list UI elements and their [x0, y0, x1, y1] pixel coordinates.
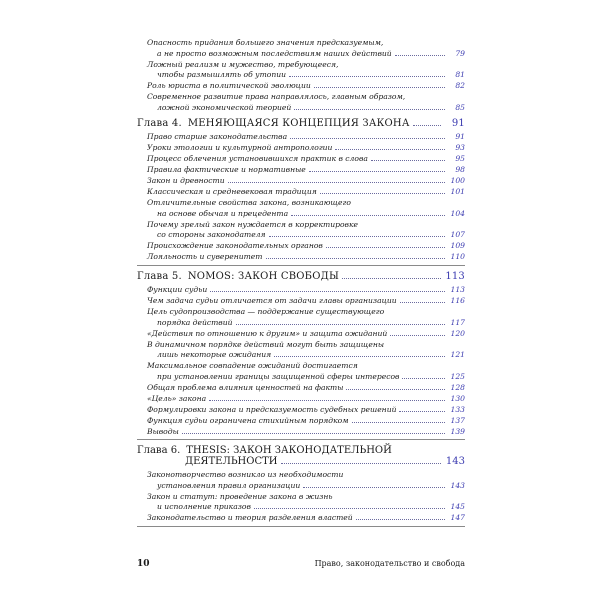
chapter-page-number: 91: [451, 118, 465, 130]
toc-entry-line: [147, 230, 465, 241]
toc-entry-text: Отличительные свойства закона, возникающего: [147, 198, 351, 208]
toc-entry-text: Формулировки закона и предсказуемость судебных решений: [147, 404, 397, 414]
toc-entry-text: на основе обычая и прецедента: [157, 208, 289, 218]
leader-dots: [269, 236, 445, 237]
toc-entry-text: Процесс облечения установившихся практик в слова: [147, 154, 368, 164]
chapter-label: Глава 5.: [137, 270, 182, 282]
running-title: Право, законодательство и свобода: [314, 559, 465, 568]
chapter-label: Глава 4.: [137, 118, 182, 130]
toc-entry-text: Общая проблема влияния ценностей на факты: [147, 382, 344, 392]
toc-entry[interactable]: [137, 38, 465, 59]
toc-entry-line: [147, 187, 465, 198]
toc-entry-text: Происхождение законодательных органов: [147, 241, 323, 251]
toc-entry-line: [147, 176, 465, 187]
toc-entry-line: [147, 481, 465, 492]
leader-dots: [303, 487, 445, 488]
toc-entry-text: Лояльность и суверенитет: [147, 252, 263, 262]
toc-entry-page-number: 139: [450, 426, 465, 436]
divider: [137, 439, 465, 440]
chapter-page-number: 143: [445, 456, 465, 468]
toc-entry-line: [147, 143, 465, 154]
leader-dots: [320, 193, 445, 194]
toc-entry[interactable]: [137, 307, 465, 328]
toc-entry-page-number: 79: [455, 48, 465, 58]
leader-dots: [402, 378, 445, 379]
toc-entry-page-number: 120: [450, 328, 465, 338]
toc-entry-line: [147, 318, 465, 329]
toc-entry-text: Цель судопроизводства — поддержание существующего: [147, 306, 385, 316]
toc-entry[interactable]: [137, 176, 465, 187]
divider: [137, 526, 465, 527]
toc-entry-line: [147, 502, 465, 513]
toc-entry[interactable]: [137, 132, 465, 143]
toc-entry-line: [147, 165, 465, 176]
toc-entry-text: Право старше законодательства: [147, 132, 288, 142]
leader-dots: [290, 138, 445, 139]
leader-dots: [289, 76, 445, 77]
toc-entry-page-number: 133: [450, 404, 465, 414]
toc-entry[interactable]: [137, 143, 465, 154]
toc-entry-page-number: 117: [450, 317, 465, 327]
toc-entry-line: [147, 513, 465, 524]
toc-entry-text: Закон и статут: проведение закона в жизнь: [147, 491, 333, 501]
page-footer: [137, 559, 465, 569]
toc-entry-page-number: 130: [450, 393, 465, 403]
toc-entry-page-number: 113: [450, 284, 465, 294]
toc-entry[interactable]: [137, 383, 465, 394]
chapter-6-entries: [137, 470, 465, 524]
leader-dots: [390, 335, 445, 336]
chapter-4-entries: [137, 132, 465, 263]
leader-dots: [236, 324, 446, 325]
toc-entry[interactable]: [137, 296, 465, 307]
toc-entry-line: [147, 427, 465, 438]
toc-entry[interactable]: [137, 154, 465, 165]
leader-dots: [291, 215, 445, 216]
toc-entry[interactable]: [137, 60, 465, 81]
toc-entry[interactable]: [137, 394, 465, 405]
toc-entry-text: а не просто возможным последствиям наших действий: [157, 48, 392, 58]
toc-entry[interactable]: [137, 92, 465, 113]
toc-entry-text: В динамичном порядке действий могут быть защищены: [147, 339, 385, 349]
toc-entry-page-number: 100: [450, 176, 465, 186]
page-number: 10: [137, 559, 150, 569]
chapter-5-heading[interactable]: [137, 271, 465, 282]
toc-entry-line: [147, 81, 465, 92]
toc-entry-page-number: 109: [450, 241, 465, 251]
chapter-title-line1: THESIS: ЗАКОН ЗАКОНОДАТЕЛЬНОЙ: [186, 445, 392, 457]
toc-entry-text: «Действия по отношению к другим» и защита ожиданий: [147, 328, 388, 338]
leader-dots: [266, 258, 445, 259]
toc-entry-page-number: 104: [450, 208, 465, 218]
leader-dots: [281, 463, 441, 464]
toc-entry[interactable]: [137, 198, 465, 219]
toc-entry-page-number: 107: [450, 230, 465, 240]
toc-entry-line: [147, 209, 465, 220]
toc-entry[interactable]: [137, 220, 465, 241]
toc-entry-text: Выводы: [147, 426, 179, 436]
toc-entry-text: лишь некоторые ожидания: [157, 350, 272, 360]
toc-entry-text: Функции судьи: [147, 284, 208, 294]
toc-entry-line: [147, 241, 465, 252]
toc-entry-page-number: 137: [450, 415, 465, 425]
leader-dots: [182, 433, 445, 434]
chapter-title: МЕНЯЮЩАЯСЯ КОНЦЕПЦИЯ ЗАКОНА: [187, 118, 410, 130]
leader-dots: [326, 247, 445, 248]
toc-entry[interactable]: [137, 340, 465, 361]
leader-dots: [413, 125, 441, 126]
toc-entry-page-number: 110: [450, 252, 465, 262]
toc-entry-page-number: 91: [455, 132, 465, 142]
toc-entry-text: Уроки этологии и культурной антропологии: [147, 143, 333, 153]
toc-entry-line: [147, 296, 465, 307]
toc-entry-page-number: 95: [455, 154, 465, 164]
toc-entry-text: Почему зрелый закон нуждается в корректировке: [147, 219, 358, 229]
leader-dots: [209, 400, 445, 401]
toc-entry[interactable]: [137, 285, 465, 296]
toc-entry-text: Функция судьи ограничена стихийным порядком: [147, 415, 349, 425]
toc-entry[interactable]: [137, 361, 465, 382]
toc-entry[interactable]: [137, 241, 465, 252]
toc-entry-line: [147, 252, 465, 263]
toc-entry-text: Современное развитие права направлялось, главным образом,: [147, 92, 406, 102]
toc-entry-page-number: 147: [450, 513, 465, 523]
toc-entry-line: [147, 405, 465, 416]
toc-entry-text: Ложный реализм и мужество, требующееся,: [147, 59, 339, 69]
toc-entry-text: со стороны законодателя: [157, 230, 266, 240]
chapter-4-heading[interactable]: [137, 118, 465, 129]
leader-dots: [274, 356, 445, 357]
toc-entry-line: [147, 329, 465, 340]
toc-entry-text: ложной экономической теорией: [157, 102, 292, 112]
leader-dots: [309, 171, 445, 172]
toc-entry-page-number: 145: [450, 502, 465, 512]
leader-dots: [356, 519, 445, 520]
toc-entry[interactable]: [137, 416, 465, 427]
toc-entry-page-number: 143: [450, 480, 465, 490]
chapter-title: NOMOS: ЗАКОН СВОБОДЫ: [187, 270, 339, 282]
toc-entry[interactable]: [137, 187, 465, 198]
toc-entry-line: [147, 154, 465, 165]
leader-dots: [210, 291, 445, 292]
leader-dots: [335, 149, 445, 150]
chapter-6-heading[interactable]: [137, 445, 465, 467]
toc-entry-line: [147, 103, 465, 114]
toc-entry-line: [147, 383, 465, 394]
leader-dots: [228, 182, 445, 183]
leader-dots: [346, 389, 445, 390]
toc-entry[interactable]: [137, 492, 465, 513]
toc-entry-text: Опасность придания большего значения предсказуемым,: [147, 38, 384, 47]
toc-entry-text: Законодательство и теория разделения властей: [147, 513, 353, 523]
toc-entry[interactable]: [137, 405, 465, 416]
toc-entry-text: установления правил организации: [157, 480, 301, 490]
chapter-label: Глава 6.: [137, 445, 181, 457]
leader-dots: [294, 109, 445, 110]
chapter-5-entries: [137, 285, 465, 437]
toc-entry[interactable]: [137, 252, 465, 263]
leader-dots: [352, 422, 445, 423]
toc-entry-line: [147, 132, 465, 143]
pre-entries-group: [137, 38, 465, 113]
toc-entry-page-number: 81: [455, 70, 465, 80]
leader-dots: [314, 87, 445, 88]
toc-entry[interactable]: [137, 329, 465, 340]
toc-entry-text: Максимальное совпадение ожиданий достигается: [147, 361, 358, 371]
toc-entry-page-number: 85: [455, 102, 465, 112]
toc-entry-line: [147, 49, 465, 60]
chapter-title-line2: ДЕЯТЕЛЬНОСТИ: [185, 456, 278, 468]
toc-entry-text: Чем задача судьи отличается от задачи главы организации: [147, 295, 397, 305]
toc-entry-text: при установлении границы защищенной сферы интересов: [157, 371, 400, 381]
toc-entry-line: [147, 285, 465, 296]
toc-entry-page-number: 128: [450, 382, 465, 392]
leader-dots: [395, 55, 445, 56]
leader-dots: [342, 278, 441, 279]
toc-entry-text: Роль юриста в политической эволюции: [147, 81, 311, 91]
toc-entry-page-number: 93: [455, 143, 465, 153]
toc-entry-page-number: 98: [455, 165, 465, 175]
toc-entry-line: [147, 372, 465, 383]
toc-entry-line: [147, 70, 465, 81]
divider: [137, 265, 465, 266]
toc-entry[interactable]: [137, 513, 465, 524]
toc-entry-page-number: 82: [455, 81, 465, 91]
toc-entry-text: порядка действий: [157, 317, 233, 327]
toc-entry-text: «Цель» закона: [147, 393, 207, 403]
toc-entry-text: и исполнение приказов: [157, 502, 251, 512]
table-of-contents: [137, 38, 465, 527]
toc-entry-line: [147, 394, 465, 405]
toc-entry-text: Законотворчество возникло из необходимости: [147, 470, 344, 480]
toc-entry-text: Закон и древности: [147, 176, 225, 186]
toc-entry[interactable]: [137, 470, 465, 491]
toc-entry-text: чтобы размышлять об утопии: [157, 70, 287, 80]
toc-entry[interactable]: [137, 81, 465, 92]
toc-entry-line: [147, 350, 465, 361]
toc-entry-line: [147, 416, 465, 427]
leader-dots: [399, 411, 445, 412]
toc-entry-page-number: 116: [450, 295, 465, 305]
toc-entry-page-number: 101: [450, 187, 465, 197]
chapter-page-number: 113: [445, 270, 465, 282]
leader-dots: [371, 160, 445, 161]
toc-entry-text: Классическая и средневековая традиция: [147, 187, 317, 197]
toc-entry[interactable]: [137, 427, 465, 438]
leader-dots: [400, 302, 445, 303]
toc-entry-page-number: 125: [450, 371, 465, 381]
toc-entry-text: Правила фактические и нормативные: [147, 165, 306, 175]
toc-entry-page-number: 121: [450, 350, 465, 360]
toc-entry[interactable]: [137, 165, 465, 176]
leader-dots: [254, 508, 445, 509]
